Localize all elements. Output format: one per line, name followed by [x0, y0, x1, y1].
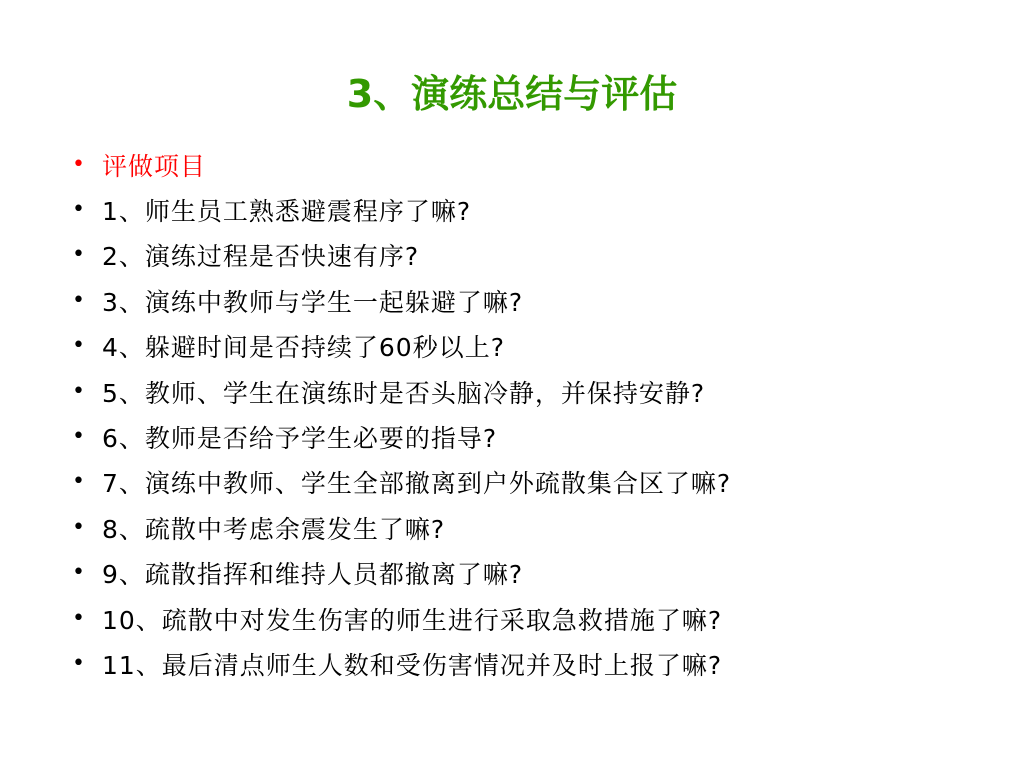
bullet-dot-icon: •	[72, 287, 85, 313]
bullet-text: 10、疏散中对发生伤害的师生进行采取急救措施了嘛?	[102, 605, 723, 635]
bullet-item	[72, 596, 1002, 641]
bullet-item	[72, 641, 1002, 686]
bullet-dot-icon: •	[72, 197, 85, 223]
bullet-dot-icon: •	[72, 605, 85, 631]
bullet-item	[72, 187, 1002, 232]
bullet-text: 1、师生员工熟悉避震程序了嘛?	[102, 197, 472, 227]
bullet-dot-icon: •	[72, 560, 85, 586]
bullet-list	[72, 142, 1002, 687]
bullet-text: 6、教师是否给予学生必要的指导?	[102, 424, 498, 454]
bullet-item	[72, 369, 1002, 414]
slide-title: 3、演练总结与评估	[346, 72, 678, 116]
bullet-text: 11、最后清点师生人数和受伤害情况并及时上报了嘛?	[102, 650, 723, 680]
bullet-dot-icon: •	[72, 151, 85, 177]
bullet-text: 评做项目	[102, 151, 207, 181]
bullet-dot-icon: •	[72, 378, 85, 404]
bullet-item	[72, 460, 1002, 505]
bullet-text: 5、教师、学生在演练时是否头脑冷静，并保持安静?	[102, 378, 706, 408]
bullet-item-heading	[72, 142, 1002, 187]
bullet-dot-icon: •	[72, 333, 85, 359]
bullet-dot-icon: •	[72, 424, 85, 450]
bullet-dot-icon: •	[72, 514, 85, 540]
bullet-text: 3、演练中教师与学生一起躲避了嘛?	[102, 287, 524, 317]
bullet-dot-icon: •	[72, 469, 85, 495]
bullet-text: 4、躲避时间是否持续了60秒以上?	[102, 333, 505, 363]
bullet-item	[72, 505, 1002, 550]
bullet-item	[72, 233, 1002, 278]
bullet-item	[72, 324, 1002, 369]
bullet-text: 9、疏散指挥和维持人员都撤离了嘛?	[102, 560, 524, 590]
bullet-text: 2、演练过程是否快速有序?	[102, 242, 420, 272]
bullet-text: 8、疏散中考虑余震发生了嘛?	[102, 514, 446, 544]
bullet-item	[72, 414, 1002, 459]
bullet-item	[72, 278, 1002, 323]
bullet-dot-icon: •	[72, 650, 85, 676]
bullet-dot-icon: •	[72, 242, 85, 268]
bullet-text: 7、演练中教师、学生全部撤离到户外疏散集合区了嘛?	[102, 469, 732, 499]
bullet-item	[72, 551, 1002, 596]
